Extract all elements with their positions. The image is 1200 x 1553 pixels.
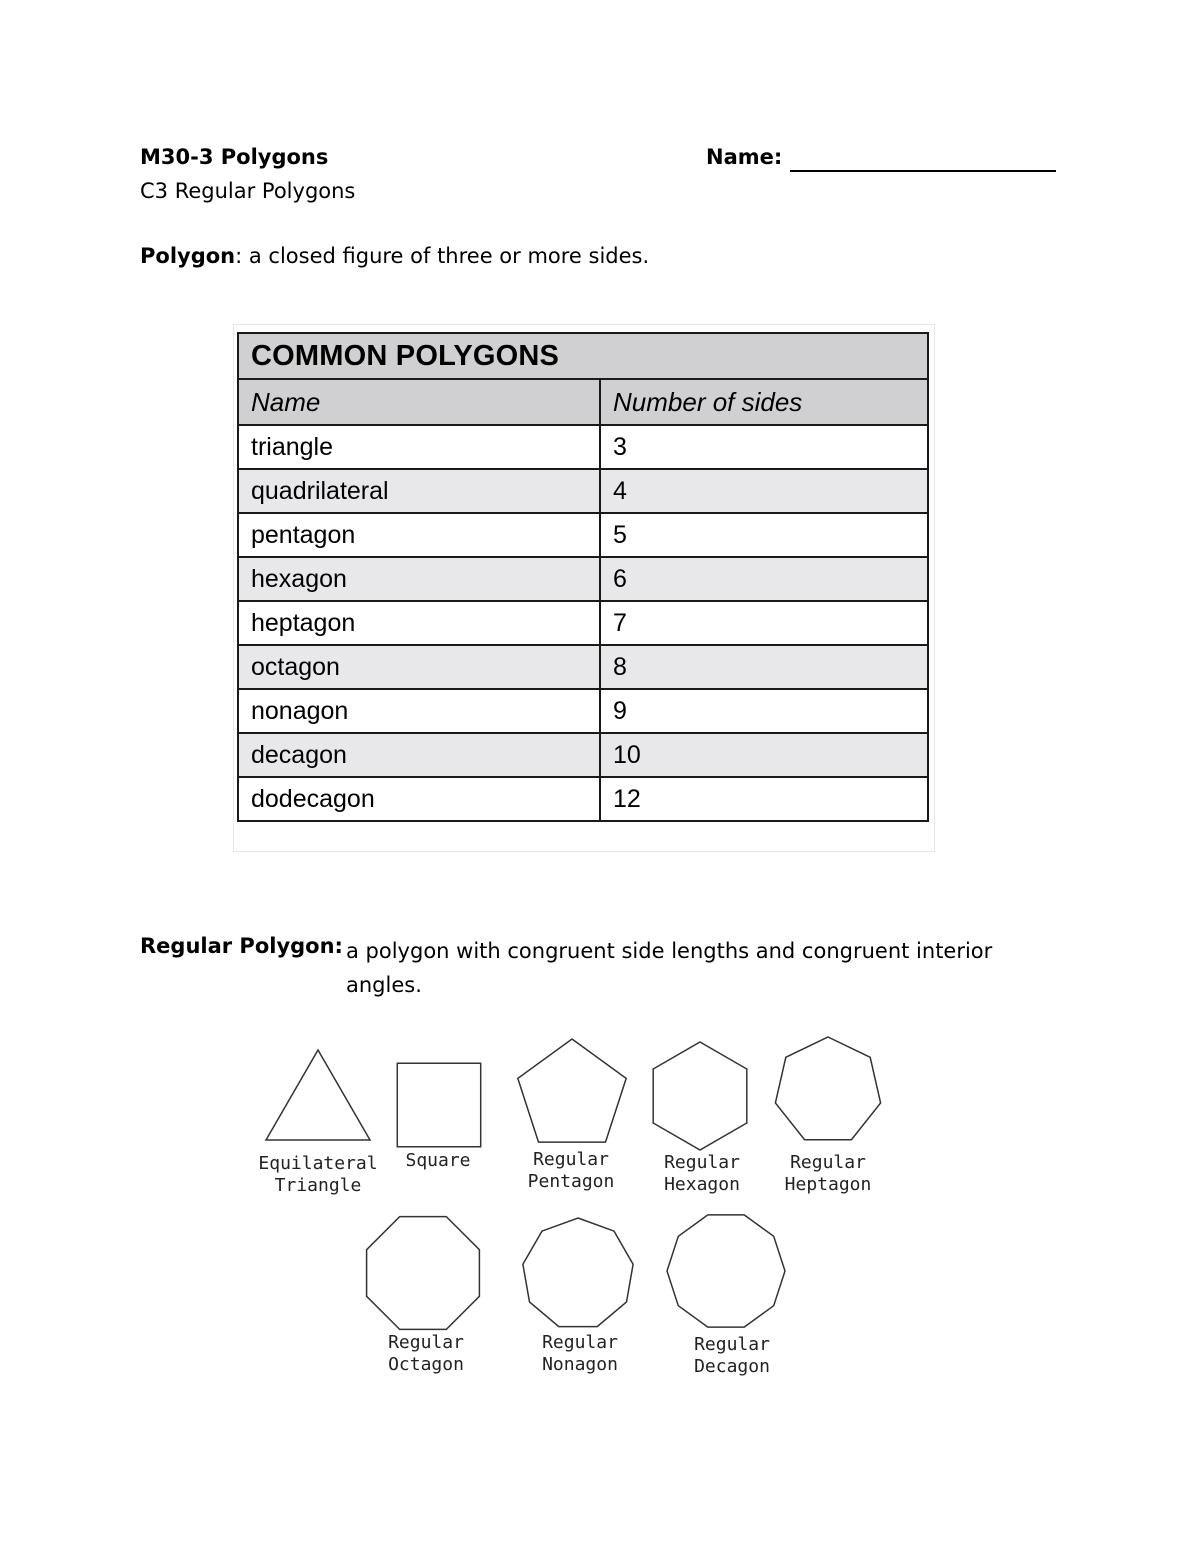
polygon-name-cell: heptagon	[238, 601, 600, 645]
shape-label-line2: Decagon	[694, 1356, 770, 1377]
shape-label-line2: Octagon	[388, 1354, 464, 1375]
polygon-name-cell: octagon	[238, 645, 600, 689]
sides-cell: 4	[600, 469, 928, 513]
shape-label-line1: Equilateral	[258, 1153, 378, 1174]
regular-heptagon-shape	[775, 1037, 880, 1140]
table-title: COMMON POLYGONS	[238, 333, 928, 379]
shape-label-line2: Hexagon	[664, 1174, 740, 1195]
polygon-name-cell: triangle	[238, 425, 600, 469]
section-subtitle: C3 Regular Polygons	[140, 179, 356, 203]
shape-label-octagon	[346, 1332, 506, 1376]
sides-cell: 10	[600, 733, 928, 777]
polygon-name-cell: decagon	[238, 733, 600, 777]
sides-cell: 7	[600, 601, 928, 645]
regular-hexagon-shape	[653, 1042, 747, 1150]
polygon-name-cell: hexagon	[238, 557, 600, 601]
shape-label-heptagon	[748, 1152, 908, 1196]
square-shape	[397, 1063, 480, 1146]
shape-label-decagon	[652, 1334, 812, 1378]
regular-octagon-shape	[367, 1217, 480, 1330]
polygon-name-cell: nonagon	[238, 689, 600, 733]
shape-label-line1: Regular	[790, 1152, 866, 1173]
shape-label-line1: Regular	[533, 1149, 609, 1170]
polygon-name-cell: dodecagon	[238, 777, 600, 821]
polygon-term: Polygon	[140, 244, 236, 268]
shape-label-line1: Regular	[664, 1152, 740, 1173]
name-label: Name:	[706, 145, 783, 169]
shape-label-line1: Regular	[694, 1334, 770, 1355]
equilateral-triangle-shape	[266, 1050, 370, 1140]
regular-decagon-shape	[667, 1215, 785, 1327]
shape-label-line2: Triangle	[274, 1175, 362, 1196]
shape-label-line1: Regular	[542, 1332, 618, 1353]
regular-pentagon-shape	[518, 1039, 626, 1142]
polygon-name-cell: quadrilateral	[238, 469, 600, 513]
col-header-name: Name	[238, 379, 600, 425]
sides-cell: 8	[600, 645, 928, 689]
regular-polygon-term: Regular Polygon:	[140, 934, 343, 958]
polygon-name-cell: pentagon	[238, 513, 600, 557]
shape-label-line1: Square	[405, 1150, 471, 1171]
sides-cell: 3	[600, 425, 928, 469]
sides-cell: 12	[600, 777, 928, 821]
regular-nonagon-shape	[523, 1218, 633, 1327]
shape-label-line2: Heptagon	[784, 1174, 872, 1195]
shape-label-line2: Pentagon	[527, 1171, 615, 1192]
course-title: M30-3 Polygons	[140, 145, 329, 169]
shape-label-line2: Nonagon	[542, 1354, 618, 1375]
polygon-definition-text: : a closed figure of three or more sides.	[235, 244, 650, 268]
sides-cell: 6	[600, 557, 928, 601]
sides-cell: 9	[600, 689, 928, 733]
regular-polygon-definition: a polygon with congruent side lengths and congruent interior angles.	[346, 939, 993, 997]
shape-label-nonagon	[500, 1332, 660, 1376]
col-header-sides: Number of sides	[600, 379, 928, 425]
sides-cell: 5	[600, 513, 928, 557]
shape-label-line1: Regular	[388, 1332, 464, 1353]
